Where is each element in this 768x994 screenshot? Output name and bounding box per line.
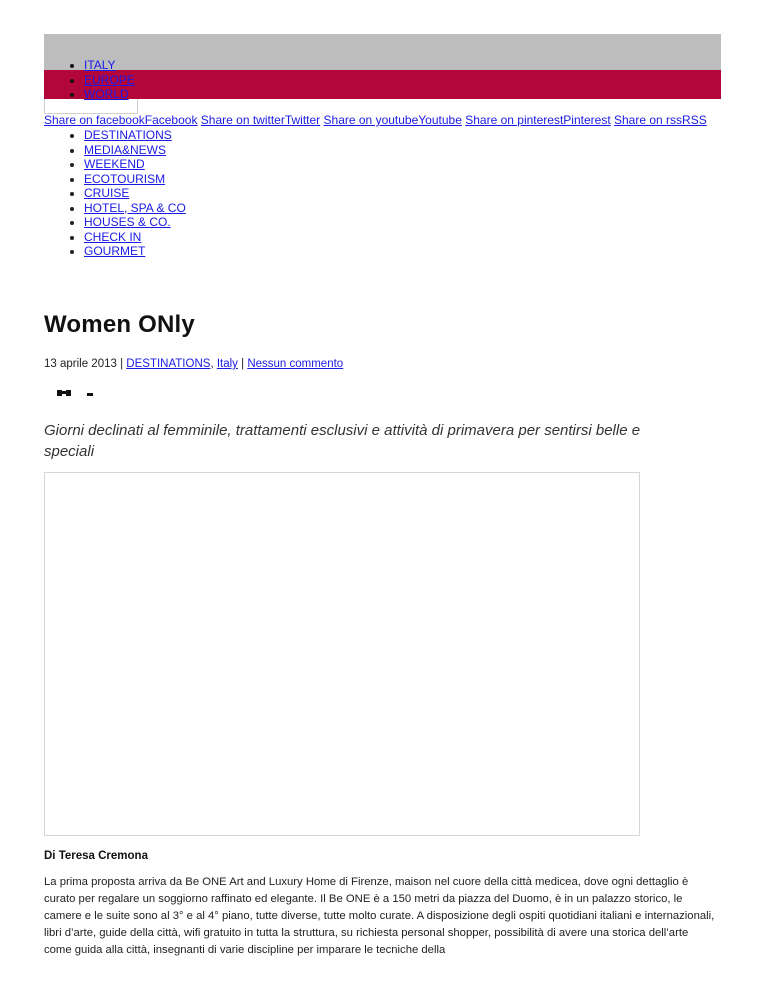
top-nav-item-world bbox=[84, 87, 135, 102]
article-author: Di Teresa Cremona bbox=[44, 850, 148, 862]
meta-category-italy-link[interactable]: Italy bbox=[216, 358, 238, 370]
article-body: La prima proposta arriva da Be ONE Art and Luxury Home di Firenze, maison nel cuore della città medicea, dove ogni dettaglio è curato per regalare un soggiorno raffinato ed elegante. Il Be ONE è a 150 metri da piazza del Duomo, è in un palazzo storico, le camere e le suite sono al 3° e al 4° piano, tutte diverse, tutte molto curate. A disposizione degli ospiti quotidiani italiani e internazionali, libri d’arte, guide della città, wifi gratuito in tutta la struttura, su richiesta personal shopper, possibilità di avere una storica dell’arte come guida alla città, insegnanti di varie discipline per imparare le tecniche della bbox=[44, 876, 715, 956]
top-nav bbox=[0, 58, 135, 102]
category-link-weekend[interactable]: WEEKEND bbox=[84, 157, 145, 171]
category-link-gourmet[interactable]: GOURMET bbox=[84, 244, 146, 258]
top-nav-link-italy[interactable]: ITALY bbox=[84, 58, 116, 72]
category-link-hotel-spa[interactable]: HOTEL, SPA & CO bbox=[84, 200, 186, 215]
top-nav-item-europe bbox=[84, 73, 135, 88]
share-rss-link[interactable]: Share on rssRSS bbox=[614, 113, 707, 127]
share-twitter-link[interactable]: Share on twitterTwitter bbox=[200, 113, 321, 127]
clipped-decoration bbox=[48, 382, 148, 396]
article-date: 13 aprile 2013 bbox=[44, 358, 117, 370]
header-top-bar bbox=[44, 34, 721, 70]
share-pinterest-link[interactable]: Share on pinterestPinterest bbox=[465, 113, 611, 127]
category-link-destinations[interactable]: DESTINATIONS bbox=[84, 128, 172, 142]
share-youtube-link[interactable]: Share on youtubeYoutube bbox=[323, 113, 462, 127]
article-meta bbox=[44, 358, 343, 370]
category-link-ecotourism[interactable]: ECOTOURISM bbox=[84, 171, 166, 186]
category-item bbox=[84, 128, 186, 143]
category-item bbox=[84, 143, 186, 158]
top-nav-item-italy bbox=[84, 58, 135, 73]
article-title: Women ONly bbox=[44, 311, 195, 338]
category-item bbox=[84, 157, 186, 172]
category-link-media-news[interactable]: MEDIA&NEWS bbox=[84, 142, 167, 157]
category-item bbox=[84, 172, 186, 187]
category-nav bbox=[0, 128, 186, 259]
share-facebook-link[interactable]: Share on facebookFacebook bbox=[44, 113, 198, 127]
meta-category-destinations-link[interactable]: DESTINATIONS bbox=[126, 358, 211, 370]
category-item bbox=[84, 230, 186, 245]
share-links bbox=[44, 113, 707, 128]
comments-link[interactable]: Nessun commento bbox=[247, 358, 344, 370]
category-link-houses[interactable]: HOUSES & CO. bbox=[84, 215, 171, 229]
meta-separator: | bbox=[116, 358, 127, 370]
top-nav-link-world[interactable]: WORLD bbox=[84, 87, 129, 101]
top-nav-link-europe[interactable]: EUROPE bbox=[84, 72, 135, 87]
category-link-check-in[interactable]: CHECK IN bbox=[84, 229, 142, 244]
clipped-glyph-icon bbox=[48, 382, 148, 396]
category-item bbox=[84, 244, 186, 259]
article-image-placeholder bbox=[44, 472, 640, 836]
meta-separator: | bbox=[237, 358, 248, 370]
category-item bbox=[84, 186, 186, 201]
category-link-cruise[interactable]: CRUISE bbox=[84, 186, 130, 200]
header-brand-bar bbox=[44, 70, 721, 99]
category-item bbox=[84, 215, 186, 230]
category-item bbox=[84, 201, 186, 216]
meta-comma: , bbox=[210, 358, 217, 370]
article-subtitle: Giorni declinati al femminile, trattamenti esclusivi e attività di primavera per sentirsi belle e speciali bbox=[44, 422, 641, 460]
